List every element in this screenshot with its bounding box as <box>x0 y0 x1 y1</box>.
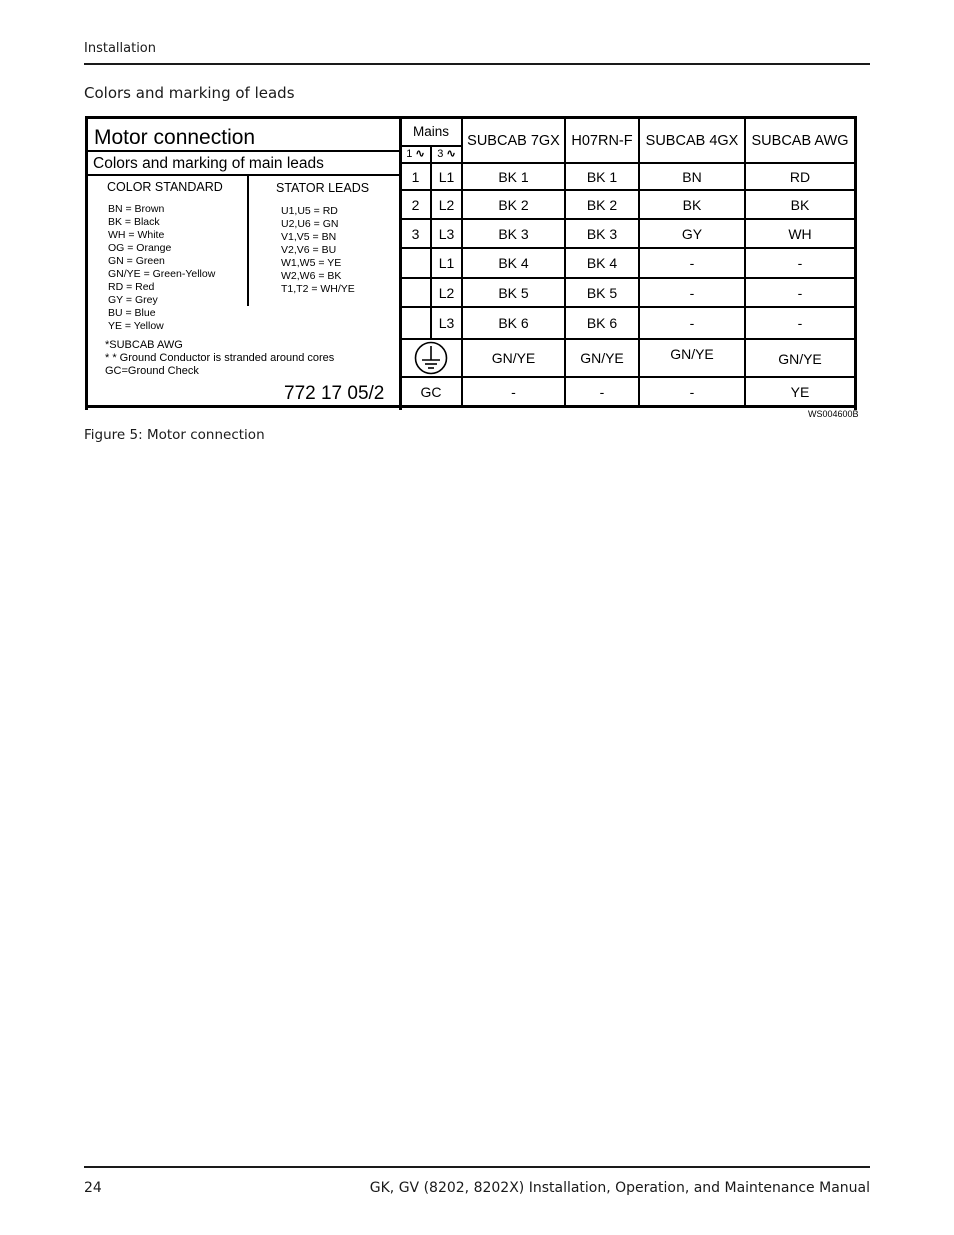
manual-title: GK, GV (8202, 8202X) Installation, Operation, and Maintenance Manual <box>369 1180 870 1196</box>
page-number: 24 <box>84 1180 102 1196</box>
value-cell: - <box>689 315 695 331</box>
value-cell: BK 2 <box>586 196 618 213</box>
value-cell: BK <box>790 196 810 213</box>
mains-cell: 2 <box>411 196 420 213</box>
mains-cell <box>401 249 430 277</box>
column-header: H07RN-F <box>571 132 633 149</box>
table-bottom-border <box>399 405 857 408</box>
column-header: SUBCAB 7GX <box>467 132 560 149</box>
phase-3-label: 3 <box>437 148 444 160</box>
stator-lead-item: W2,W6 = BK <box>281 270 342 282</box>
drawing-id: WS004600B <box>808 409 859 419</box>
color-standard-item: GY = Grey <box>108 294 158 306</box>
frame-left <box>85 116 88 410</box>
legend-divider <box>247 176 249 306</box>
color-standard-heading: COLOR STANDARD <box>107 180 223 194</box>
value-cell: BK 5 <box>498 284 529 301</box>
column-header: SUBCAB 4GX <box>645 132 739 149</box>
color-standard-item: GN = Green <box>108 255 165 267</box>
value-cell: BK 1 <box>586 168 618 185</box>
stator-lead-item: V2,V6 = BU <box>281 244 337 256</box>
lead-cell: L3 <box>438 315 455 331</box>
stator-lead-item: T1,T2 = WH/YE <box>281 283 355 295</box>
column-header: SUBCAB AWG <box>751 132 849 149</box>
value-cell: BK 6 <box>498 315 529 331</box>
ground-icon <box>401 340 461 376</box>
lead-cell: L3 <box>438 225 455 242</box>
section-title: Colors and marking of leads <box>84 84 295 102</box>
color-standard-item: BN = Brown <box>108 203 165 215</box>
value-cell: WH <box>788 225 812 242</box>
mains-cell: 3 <box>411 225 420 242</box>
footer-rule <box>84 1166 870 1168</box>
value-cell: - <box>797 315 803 331</box>
color-standard-item: YE = Yellow <box>108 320 164 332</box>
gc-cell: YE <box>790 383 810 400</box>
value-cell: BK 5 <box>586 284 618 301</box>
value-cell: GY <box>681 225 703 242</box>
stator-lead-item: U1,U5 = RD <box>281 205 338 217</box>
note-line: * * Ground Conductor is stranded around cores <box>105 352 335 364</box>
value-cell: RD <box>789 168 811 185</box>
lead-cell: L2 <box>438 196 455 213</box>
gc-label: GC <box>420 383 442 400</box>
table-right-border <box>854 116 857 410</box>
value-cell: BK 4 <box>498 255 529 271</box>
phase-1-header <box>401 147 430 162</box>
phase-1-label: 1 <box>406 148 413 160</box>
value-cell: - <box>689 284 695 301</box>
stator-lead-item: W1,W5 = YE <box>281 257 342 269</box>
value-cell: BK 6 <box>586 315 618 331</box>
ac-symbol-icon: ∿ <box>446 148 456 160</box>
color-standard-item: BU = Blue <box>108 307 156 319</box>
lead-cell: L1 <box>438 168 455 185</box>
note-line: *SUBCAB AWG <box>105 339 183 351</box>
stator-lead-item: U2,U6 = GN <box>281 218 339 230</box>
ground-cell: GN/YE <box>778 351 822 367</box>
color-standard-item: RD = Red <box>108 281 155 293</box>
figure-subtitle: Colors and marking of main leads <box>93 155 324 172</box>
color-standard-item: GN/YE = Green-Yellow <box>108 268 216 280</box>
stator-leads-heading: STATOR LEADS <box>276 181 370 195</box>
figure-title: Motor connection <box>94 126 256 149</box>
motor-connection-figure <box>85 116 857 410</box>
ground-cell: GN/YE <box>491 350 536 366</box>
color-standard-item: OG = Orange <box>108 242 172 254</box>
gc-cell: - <box>511 383 516 400</box>
gc-cell: - <box>689 383 695 400</box>
value-cell: - <box>689 255 695 271</box>
ground-cell: GN/YE <box>670 346 714 362</box>
ac-symbol-icon: ∿ <box>415 148 425 160</box>
frame-top-left <box>85 116 400 119</box>
color-standard-item: BK = Black <box>108 216 160 228</box>
stator-lead-item: V1,V5 = BN <box>281 231 337 243</box>
part-number: 772 17 05/2 <box>284 383 385 404</box>
mains-cell: 1 <box>411 168 420 185</box>
value-cell: BK 1 <box>498 168 529 185</box>
gc-cell: - <box>599 383 605 400</box>
earth-ground-icon <box>414 341 448 375</box>
notes <box>105 339 334 378</box>
lead-cell: L1 <box>438 255 455 271</box>
value-cell: - <box>797 255 803 271</box>
color-standard-list <box>108 203 215 333</box>
stator-leads-list <box>281 205 355 296</box>
value-cell: BK 2 <box>498 196 529 213</box>
header-rule <box>84 63 870 65</box>
value-cell: BK 3 <box>586 225 618 242</box>
mains-header: Mains <box>412 124 449 140</box>
value-cell: BK <box>682 196 702 213</box>
figure-caption: Figure 5: Motor connection <box>84 427 265 443</box>
mains-cell <box>401 279 430 306</box>
subtitle-divider <box>85 174 400 176</box>
phase-3-header <box>432 147 461 162</box>
frame-bottom-left <box>85 405 400 408</box>
title-divider <box>85 150 400 152</box>
value-cell: BK 4 <box>586 255 618 271</box>
note-line: GC=Ground Check <box>105 365 199 377</box>
mains-cell <box>401 308 430 338</box>
value-cell: BK 3 <box>498 225 529 242</box>
lead-cell: L2 <box>438 284 455 301</box>
value-cell: - <box>797 284 803 301</box>
ground-cell: GN/YE <box>580 350 624 366</box>
running-header: Installation <box>84 41 157 56</box>
value-cell: BN <box>682 168 702 185</box>
color-standard-item: WH = White <box>108 229 165 241</box>
